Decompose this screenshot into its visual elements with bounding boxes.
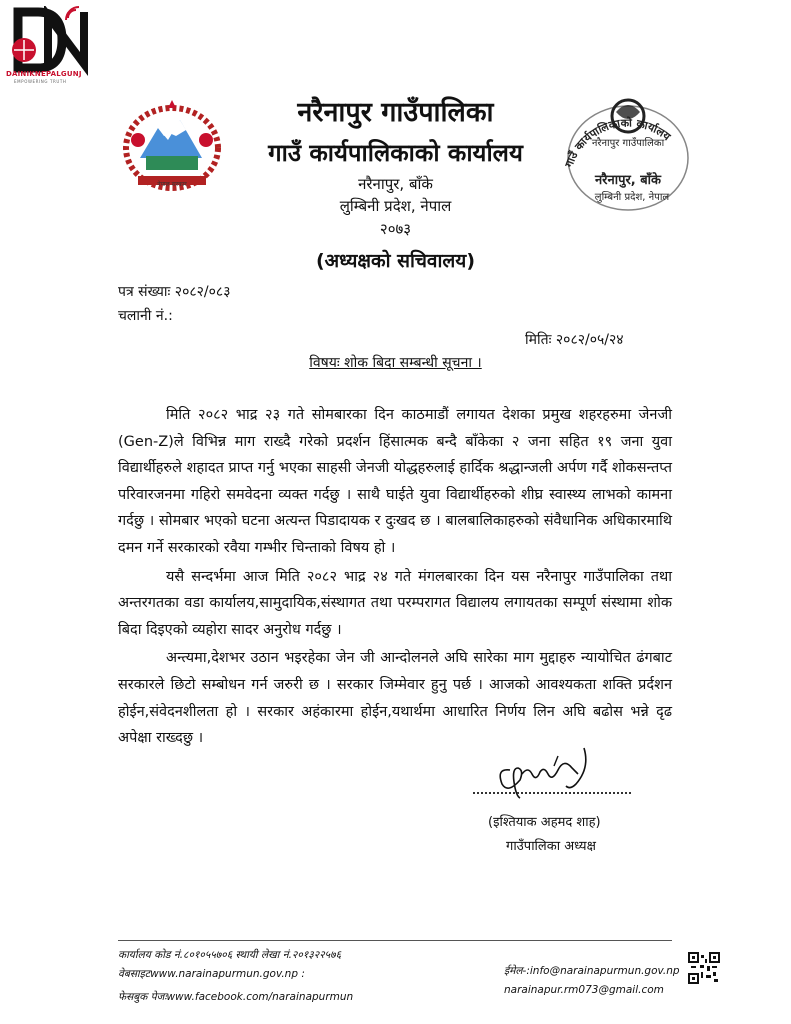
stamp-center-line-2: लुम्बिनी प्रदेश, नेपाल bbox=[594, 192, 670, 203]
subject-line bbox=[0, 353, 791, 372]
office-stamp-icon bbox=[558, 88, 698, 214]
qr-code-icon[interactable] bbox=[688, 952, 720, 984]
stamp-center-line-1: नरैनापुर, बाँके bbox=[594, 173, 662, 188]
letter-date: मितिः २०८२/०५/२४ bbox=[525, 332, 624, 348]
watermark-tagline: EMPOWERING TRUTH bbox=[14, 79, 67, 84]
letter-body bbox=[118, 402, 672, 754]
body-paragraph-3: अन्त्यमा,देशभर उठान भइरहेका जेन जी आन्दोलनले अघि सारेका माग मुद्दाहरु न्यायोचित ढंगबाट सरकारले छिटो सम्बोधन गर्न जरुरी छ । सरकार जिम्मेवार हुनु पर्छ । आजको आवश्यकता शक्ति प्रर्दशन होईन,संवेदनशीलता हो । सरकार अहंकारमा होईन,यथार्थमा आधारित निर्णय लिन अघि बढोस भन्ने दृढ अपेक्षा राख्दछु । bbox=[118, 650, 672, 747]
signature-line bbox=[473, 792, 631, 794]
office-title: गाउँ कार्यपालिकाको कार्यालय bbox=[268, 139, 523, 167]
watermark-brand: DAINIKNEPALGUNJ bbox=[6, 70, 82, 78]
signature-icon bbox=[488, 740, 612, 800]
stamp-ring-text: गाउँ कार्यपालिकाको कार्यालय bbox=[562, 116, 673, 170]
secretariat-heading: (अध्यक्षको सचिवालय) bbox=[315, 250, 475, 272]
facebook-link[interactable]: फेसबुक पेजःwww.facebook.com/narainapurmun bbox=[118, 991, 354, 1003]
body-paragraph-2: यसै सन्दर्भमा आज मिति २०८२ भाद्र २४ गते मंगलबारका दिन यस नरैनापुर गाउँपालिका तथा अन्तरगतका वडा कार्यालय,सामुदायिक,संस्थागत तथा परम्परागत विद्यालय लगायतका सम्पूर्ण संस्थामा शोक बिदा दिइएको व्यहोरा सादर अनुरोध गर्दछु । bbox=[118, 568, 672, 638]
signatory-name: (इश्तियाक अहमद शाह) bbox=[488, 815, 601, 830]
municipality-title: नरैनापुर गाउँपालिका bbox=[297, 97, 494, 128]
office-code: कार्यालय कोड नं.८०१०५५७०६ स्थायी लेखा नं.२०१३२२५७६ bbox=[118, 949, 342, 961]
dispatch-number: चलानी नं.: bbox=[118, 308, 173, 324]
email-link[interactable]: ईमेल-:info@narainapurmun.gov.np bbox=[504, 965, 680, 977]
stamp-top-text: नरैनापुर गाउँपालिका bbox=[591, 138, 665, 149]
address-line-2: लुम्बिनी प्रदेश, नेपाल bbox=[339, 197, 452, 215]
body-paragraph-1: मिति २०८२ भाद्र २३ गते सोमबारका दिन काठमाडौं लगायत देशका प्रमुख शहरहरुमा जेनजी (Gen-Z)ले विभिन्न माग राख्दै गरेको प्रदर्शन हिंसात्मक बन्दै बाँकेका २ जना सहित १९ जना युवा विद्यार्थीहरुले शहादत प्राप्त गर्नु भएका साहसी जेनजी योद्धहरुलाई हार्दिक श्रद्धान्जली अर्पण गर्दै शोकसन्तप्त परिवारजनमा गहिरो समवेदना व्यक्त गर्दछु । साथै घाईते युवा विद्यार्थीहरुको शीघ्र स्वास्थ्य लाभको कामना गर्दछु । सोमबार भएको घटना अत्यन्त पिडादायक र दुःखद छ । बालबालिकाहरुको संवैधानिक अधिकारमाथि दमन गर्ने सरकारको रवैया गम्भीर चिन्ताको विषय हो । bbox=[118, 407, 672, 556]
letter-number: पत्र संख्याः २०८२/०८३ bbox=[118, 284, 231, 300]
address-line-1: नरैनापुर, बाँके bbox=[358, 175, 433, 193]
subject-text: विषयः शोक बिदा सम्बन्धी सूचना । bbox=[309, 355, 482, 371]
footer-divider bbox=[118, 940, 672, 941]
website-link[interactable]: वेबसाइटwww.narainapurmun.gov.np : bbox=[118, 968, 305, 980]
emblem-caption: नेपाल सरकार bbox=[157, 181, 187, 188]
signatory-role: गाउँपालिका अध्यक्ष bbox=[506, 839, 596, 854]
email-link-2[interactable]: narainapur.rm073@gmail.com bbox=[504, 984, 664, 996]
established-year: २०७३ bbox=[379, 220, 412, 238]
